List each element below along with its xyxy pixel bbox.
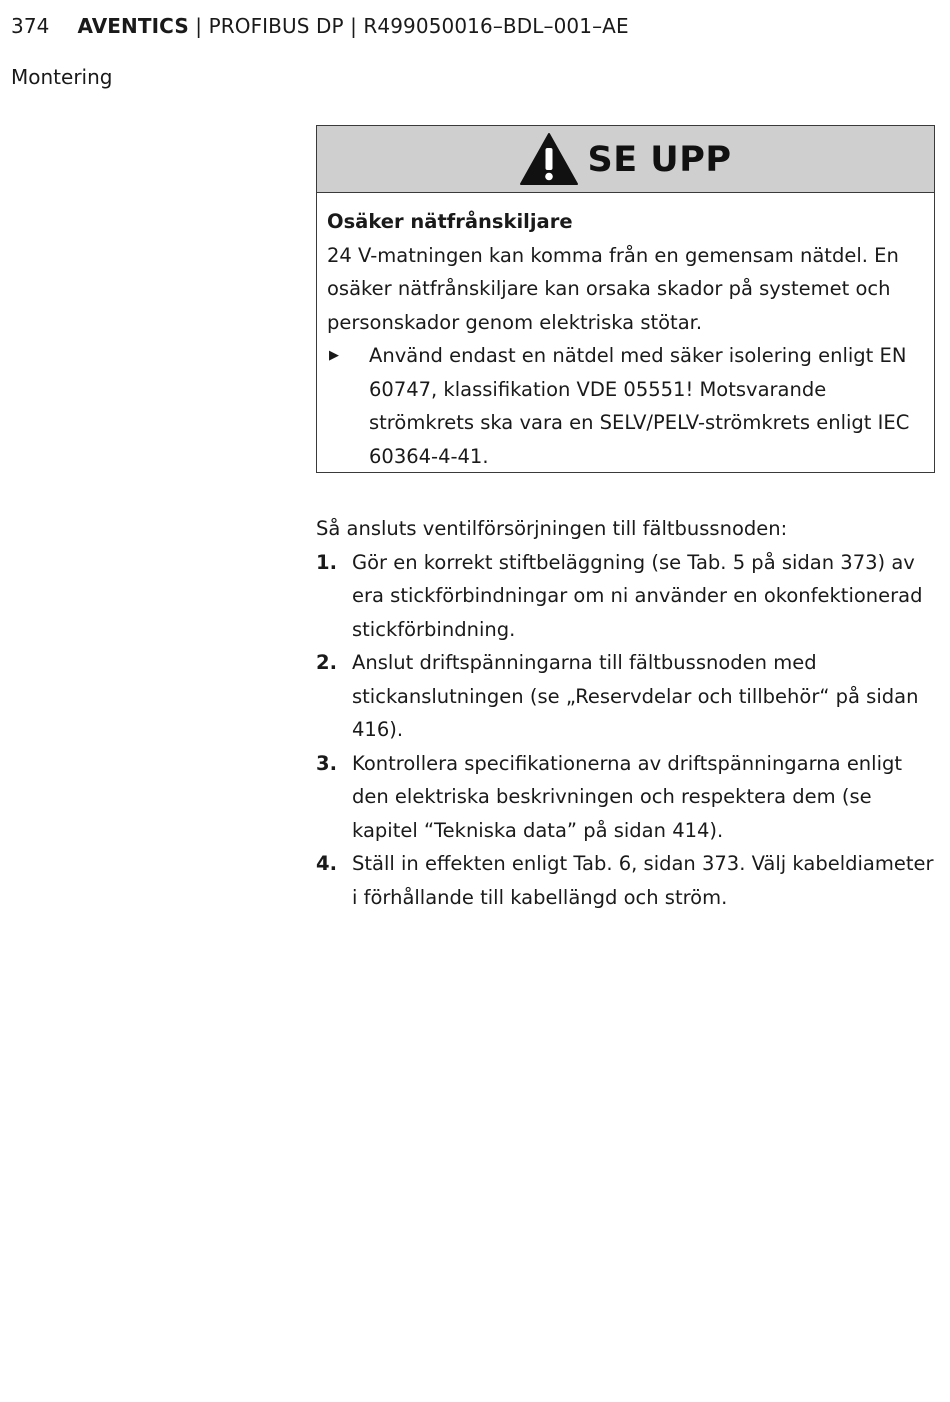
page-header: [11, 12, 629, 40]
procedure-steps: [316, 546, 941, 915]
triangle-right-icon: ▶: [329, 348, 339, 363]
warning-box: [316, 125, 935, 473]
step-number: 1.: [316, 550, 337, 574]
warning-title: SE UPP: [587, 140, 732, 180]
page-number: 374: [11, 14, 50, 38]
procedure-intro: Så ansluts ventilförsörjningen till fältbussnoden:: [316, 517, 788, 540]
warning-instruction-text: Använd endast en nätdel med säker isolering enligt EN 60747, klassifikation VDE 05551! Motsvarande strömkrets ska vara en SELV/PELV-strömkrets enligt IEC 60364-4-41.: [369, 344, 910, 468]
warning-header: [317, 126, 934, 193]
list-item: [316, 546, 941, 647]
step-text: Kontrollera specifikationerna av driftspänningarna enligt den elektriska beskrivningen och respektera dem (se kapitel “Tekniska data” på sidan 414).: [352, 751, 903, 842]
list-item: [316, 747, 941, 848]
warning-text: 24 V-matningen kan komma från en gemensam nätdel. En osäker nätfrånskiljare kan orsaka skador på systemet och personskador genom elektriska stötar.: [327, 243, 899, 334]
step-number: 3.: [316, 751, 337, 775]
document-id: | PROFIBUS DP | R499050016–BDL–001–AE: [188, 14, 629, 38]
step-text: Gör en korrekt stiftbeläggning (se Tab. 5 på sidan 373) av era stickförbindningar om ni använder en okonfektionerad stickförbindning.: [352, 550, 923, 641]
section-title: Montering: [11, 65, 113, 89]
list-item: [316, 847, 941, 914]
step-text: Ställ in effekten enligt Tab. 6, sidan 373. Välj kabeldiameter i förhållande till kabellängd och ström.: [352, 852, 934, 909]
step-number: 4.: [316, 852, 337, 875]
step-text: Anslut driftspänningarna till fältbussnoden med stickanslutningen (se „Reservdelar och tillbehör“ på sidan 416).: [352, 651, 919, 741]
warning-body: [317, 193, 934, 473]
warning-instruction: [327, 339, 924, 473]
list-item: [316, 646, 941, 747]
warning-triangle-icon: [519, 132, 579, 186]
brand-name: AVENTICS: [77, 14, 189, 38]
warning-heading: Osäker nätfrånskiljare: [327, 210, 573, 233]
step-number: 2.: [316, 651, 337, 674]
main-content: [316, 512, 941, 914]
